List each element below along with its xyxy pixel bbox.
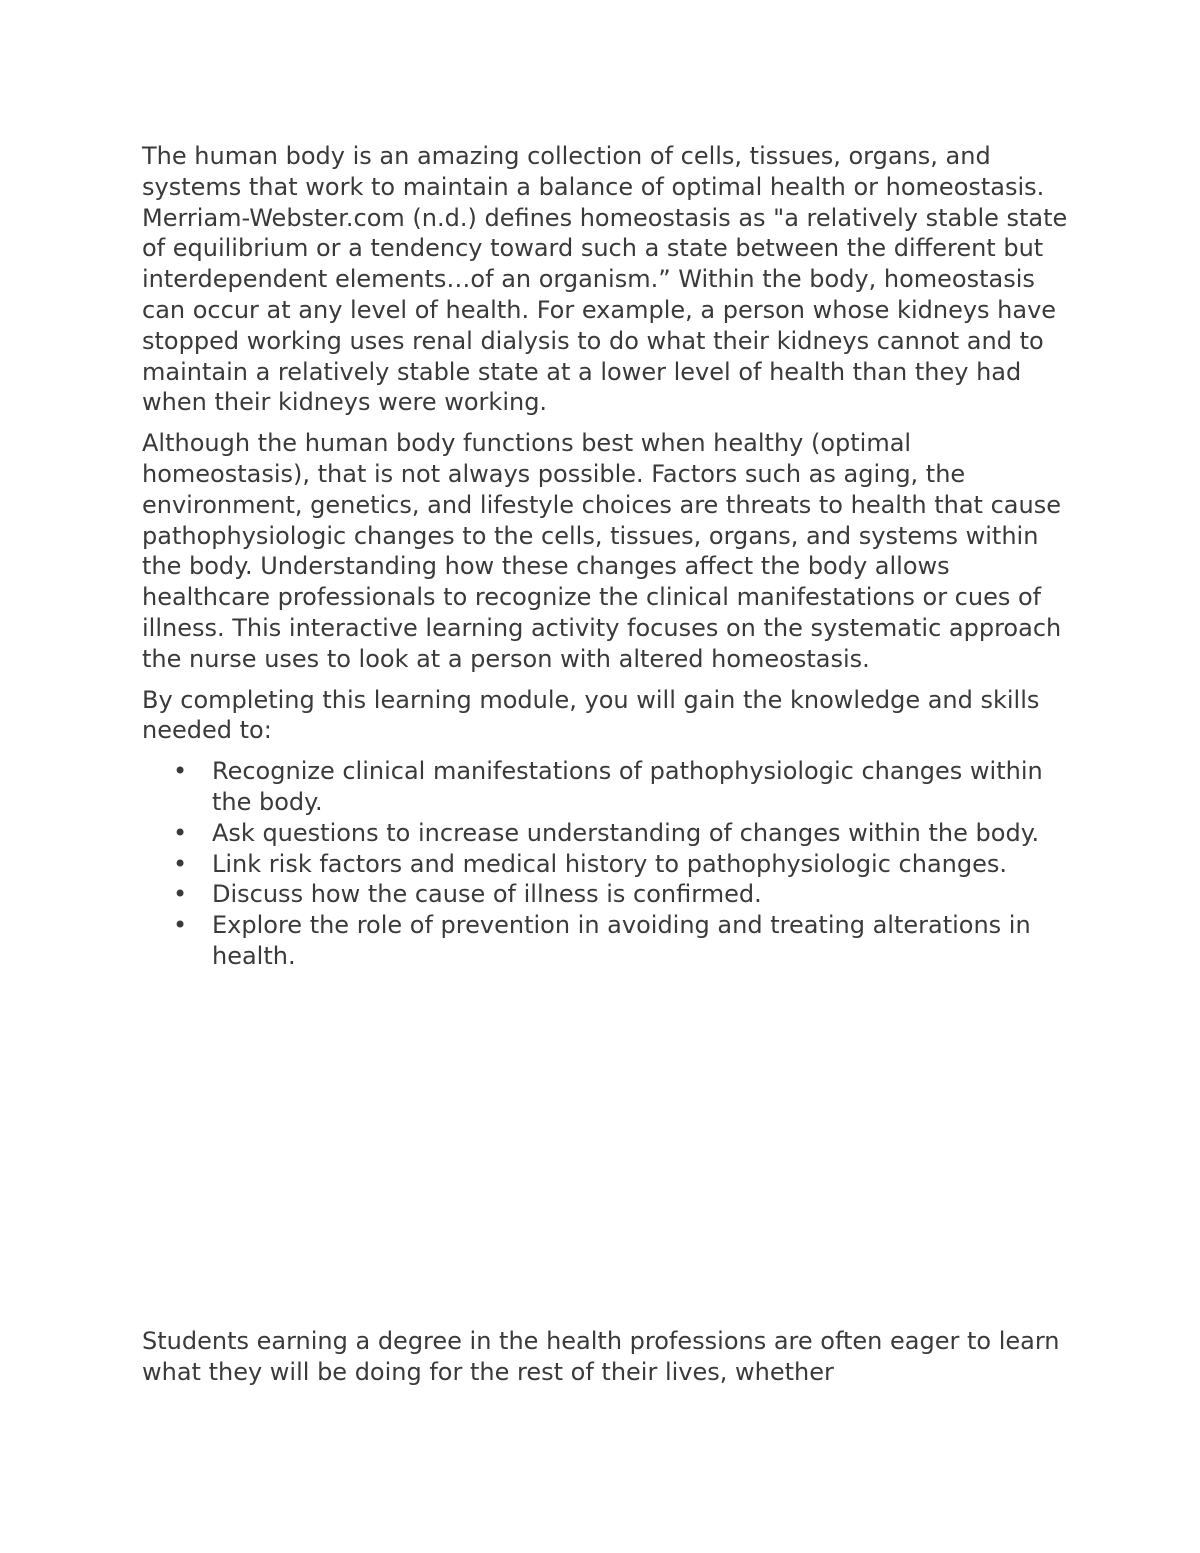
- list-item-text: Ask questions to increase understanding of changes within the body.: [212, 818, 1040, 847]
- learning-objectives-list: [142, 756, 1072, 972]
- paragraph-module-goals: By completing this learning module, you will gain the knowledge and skills needed to:: [142, 685, 1040, 745]
- list-item: [142, 756, 1072, 818]
- paragraph-health-professions: Students earning a degree in the health professions are often eager to learn what they will be doing for the rest of their lives, whether: [142, 1327, 1060, 1386]
- bullet-icon: •: [173, 880, 188, 909]
- paragraph-intro-homeostasis: The human body is an amazing collection of cells, tissues, organs, and systems that work to maintain a balance of optimal health or homeostasis. Merriam-Webster.com (n.d.) defines homeostasis as "a relatively stable state of equilibrium or a tendency toward such a state between the different but interdependent elements…of an organism.” Within the body, homeostasis can occur at any level of health. For example, a person whose kidneys have stopped working uses renal dialysis to do what their kidneys cannot and to maintain a relatively stable state at a lower level of health than they had when their kidneys were working.: [142, 142, 1068, 417]
- bullet-icon: •: [173, 757, 188, 786]
- list-item-text: Recognize clinical manifestations of pathophysiologic changes within the body.: [212, 757, 1043, 816]
- list-item: [142, 879, 1072, 910]
- list-item: [142, 818, 1072, 849]
- list-item-text: Link risk factors and medical history to pathophysiologic changes.: [212, 849, 1007, 878]
- bullet-icon: •: [173, 849, 188, 878]
- document-body: [142, 141, 1072, 972]
- list-item: [142, 910, 1072, 972]
- bullet-icon: •: [173, 911, 188, 940]
- paragraph-threats-to-health: Although the human body functions best when healthy (optimal homeostasis), that is not always possible. Factors such as aging, the environment, genetics, and lifestyle choices are threats to health that cause pathophysiologic changes to the cells, tissues, organs, and systems within the body. Understanding how these changes affect the body allows healthcare professionals to recognize the clinical manifestations or cues of illness. This interactive learning activity focuses on the systematic approach the nurse uses to look at a person with altered homeostasis.: [142, 429, 1062, 673]
- bullet-icon: •: [173, 818, 188, 847]
- list-item: [142, 849, 1072, 880]
- list-item-text: Discuss how the cause of illness is confirmed.: [212, 880, 762, 909]
- list-item-text: Explore the role of prevention in avoiding and treating alterations in health.: [212, 911, 1031, 970]
